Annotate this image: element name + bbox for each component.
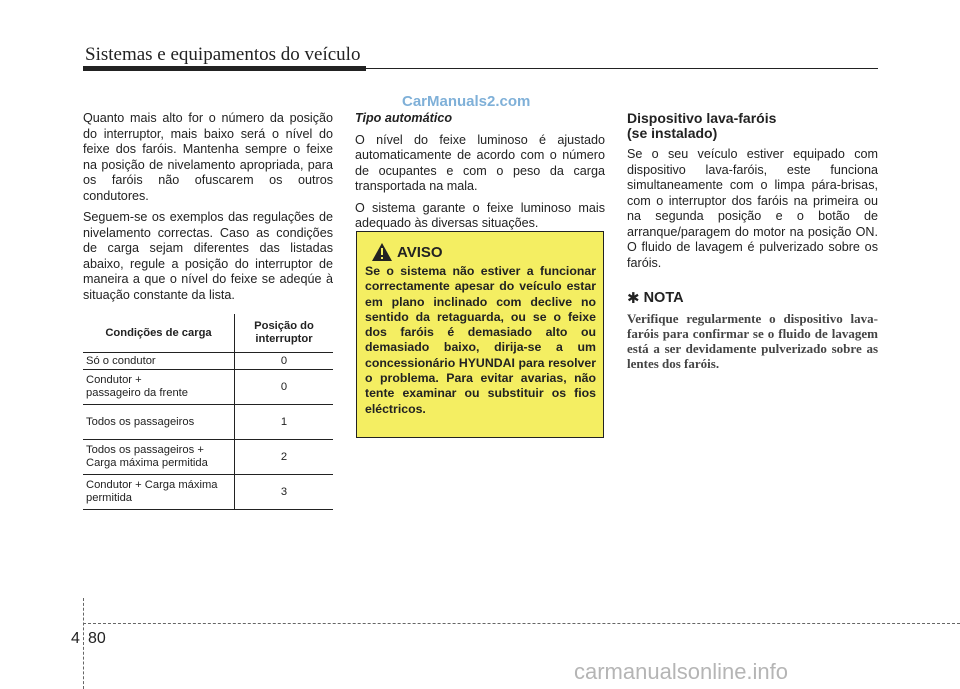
leveling-table bbox=[83, 314, 333, 510]
table-cell-position: 0 bbox=[235, 353, 334, 370]
table-row bbox=[83, 405, 333, 440]
warning-box bbox=[356, 231, 604, 438]
note-star-icon: ✱ bbox=[627, 290, 640, 307]
note-body: Verifique regularmente o dispositivo lava-faróis para confirmar se o fluido de lavagem está a ser devidamente pulverizado sobre as lentes dos faróis. bbox=[627, 310, 878, 371]
header-bar bbox=[83, 66, 366, 71]
table-cell-load: Só o condutor bbox=[83, 353, 235, 370]
page-number: 80 bbox=[88, 630, 106, 647]
table-header-position-text: Posição do interruptor bbox=[254, 320, 314, 345]
paragraph: Quanto mais alto for o número da posição do interruptor, mais baixo será o nível do feixe dos faróis. Mantenha sempre o feixe na posição de nivelamento apropriada, para os faróis não ofuscarem os outros condutores. bbox=[83, 111, 333, 203]
paragraph: O nível do feixe luminoso é ajustado automaticamente de acordo com o número de ocupantes e com o peso da carga transportada na mala. bbox=[355, 132, 605, 193]
table-row bbox=[83, 475, 333, 510]
table-row bbox=[83, 440, 333, 475]
table-cell-position: 0 bbox=[235, 370, 334, 405]
table-cell-position: 3 bbox=[235, 475, 334, 510]
column-middle bbox=[355, 111, 605, 238]
warning-triangle-icon bbox=[371, 242, 393, 262]
table-cell-position: 1 bbox=[235, 405, 334, 440]
watermark-bottom: carmanualsonline.info bbox=[574, 659, 789, 684]
warning-title: AVISO bbox=[397, 243, 443, 261]
note-title: NOTA bbox=[643, 290, 684, 306]
table-cell-position: 2 bbox=[235, 440, 334, 475]
header-rule bbox=[366, 68, 878, 69]
section-heading-line1: Dispositivo lava-faróis bbox=[627, 110, 777, 126]
paragraph: Se o seu veículo estiver equipado com dispositivo lava-faróis, este funciona simultaneamente com o limpa pára-brisas, com o interruptor dos faróis na primeira ou na segunda posição e o botão de arranque/paragem do motor na posição ON. O fluido de lavagem é pulverizado sobre os faróis. bbox=[627, 147, 878, 270]
table-cell-load: Todos os passageiros bbox=[83, 405, 235, 440]
paragraph: O sistema garante o feixe luminoso mais adequado às diversas situações. bbox=[355, 200, 605, 230]
warning-body: Se o sistema não estiver a funcionar correctamente apesar do veículo estar em plano inclinado com declive no sentido da retaguarda, ou se o feixe dos faróis é demasiado alto ou demasiado baixo, dirija-se a um concessionário HYUNDAI para resolver o problema. Para evitar avarias, não tente examinar ou substituir os fios eléctricos. bbox=[365, 264, 596, 416]
section-heading-line2: (se instalado) bbox=[627, 125, 718, 141]
section-heading bbox=[627, 111, 878, 141]
column-right bbox=[627, 111, 878, 371]
table-row bbox=[83, 370, 333, 405]
table-row bbox=[83, 353, 333, 370]
table-cell-load: Condutor + passageiro da frente bbox=[83, 370, 235, 405]
subheading-automatic: Tipo automático bbox=[355, 111, 453, 125]
chapter-number: 4 bbox=[71, 630, 80, 647]
footer-divider bbox=[83, 598, 84, 689]
table-header-load: Condições de carga bbox=[83, 314, 235, 353]
paragraph: Seguem-se os exemplos das regulações de nivelamento correctas. Caso as condições de carga sejam diferentes das listadas abaixo, regule a posição do interruptor de maneira a que o nível do feixe se adeqúe à situação constante da lista. bbox=[83, 210, 333, 302]
footer-rule bbox=[83, 623, 960, 624]
table-cell-load: Condutor + Carga máxima permitida bbox=[83, 475, 235, 510]
note-header bbox=[627, 291, 878, 307]
page-header-title: Sistemas e equipamentos do veículo bbox=[85, 44, 361, 65]
table-cell-load: Todos os passageiros + Carga máxima permitida bbox=[83, 440, 235, 475]
watermark-top: CarManuals2.com bbox=[402, 93, 531, 110]
table-header-position bbox=[235, 314, 334, 353]
warning-header bbox=[365, 242, 596, 262]
column-left bbox=[83, 111, 333, 309]
